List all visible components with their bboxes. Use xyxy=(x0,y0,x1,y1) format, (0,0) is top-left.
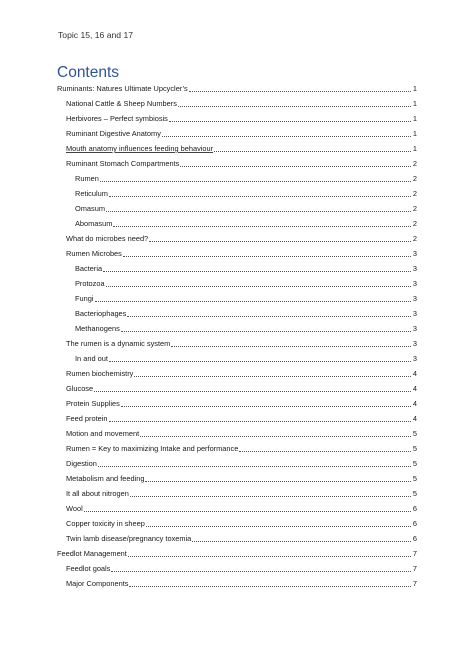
toc-entry-rumen[interactable] xyxy=(75,173,417,185)
toc-entry-microbes-need[interactable] xyxy=(66,233,417,245)
toc-page-number: 5 xyxy=(412,429,417,438)
toc-leader-dots xyxy=(121,398,411,407)
toc-entry-title: Glucose xyxy=(66,384,94,393)
toc-entry-reticulum[interactable] xyxy=(75,188,417,200)
toc-page-number: 4 xyxy=(412,414,417,423)
toc-page-number: 6 xyxy=(412,519,417,528)
toc-entry-rumen-key-intake[interactable] xyxy=(66,443,417,455)
toc-entry-title: Rumen xyxy=(75,174,99,183)
toc-page-number: 3 xyxy=(412,354,417,363)
page-header: Topic 15, 16 and 17 xyxy=(58,30,134,40)
toc-leader-dots xyxy=(109,413,412,422)
toc-leader-dots xyxy=(171,338,411,347)
toc-leader-dots xyxy=(111,563,411,572)
toc-leader-dots xyxy=(106,278,411,287)
toc-entry-ruminants-upcyclers[interactable] xyxy=(57,83,417,95)
toc-entry-title: Metabolism and feeding xyxy=(66,474,145,483)
toc-page-number: 2 xyxy=(412,174,417,183)
toc-entry-title: Digestion xyxy=(66,459,97,468)
toc-page-number: 1 xyxy=(412,114,417,123)
toc-entry-title: Copper toxicity in sheep xyxy=(66,519,145,528)
toc-entry-title: Feed protein xyxy=(66,414,108,423)
toc-entry-protein-supplies[interactable] xyxy=(66,398,417,410)
toc-page-number: 2 xyxy=(412,189,417,198)
toc-entry-title: Herbivores – Perfect symbiosis xyxy=(66,114,168,123)
toc-page-number: 7 xyxy=(412,549,417,558)
toc-entry-title: Protein Supplies xyxy=(66,399,120,408)
toc-entry-digestive-anatomy[interactable] xyxy=(66,128,417,140)
toc-entry-title: Motion and movement xyxy=(66,429,140,438)
toc-leader-dots xyxy=(94,383,411,392)
toc-entry-bacteria[interactable] xyxy=(75,263,417,275)
toc-entry-abomasum[interactable] xyxy=(75,218,417,230)
toc-page-number: 2 xyxy=(412,204,417,213)
toc-entry-title: Abomasum xyxy=(75,219,113,228)
toc-entry-feed-protein[interactable] xyxy=(66,413,417,425)
toc-leader-dots xyxy=(239,443,411,452)
toc-leader-dots xyxy=(140,428,411,437)
toc-entry-title: Feedlot Management xyxy=(57,549,127,558)
toc-entry-stomach-compartments[interactable] xyxy=(66,158,417,170)
toc-leader-dots xyxy=(106,203,411,212)
toc-entry-title: Omasum xyxy=(75,204,105,213)
toc-entry-omasum[interactable] xyxy=(75,203,417,215)
toc-entry-title: Ruminant Stomach Compartments xyxy=(66,159,180,168)
toc-leader-dots xyxy=(121,323,411,332)
toc-page-number: 1 xyxy=(412,99,417,108)
toc-entry-feedlot-management[interactable] xyxy=(57,548,417,560)
toc-leader-dots xyxy=(113,218,411,227)
toc-page-number: 3 xyxy=(412,249,417,258)
toc-leader-dots xyxy=(145,473,411,482)
toc-entry-title: Reticulum xyxy=(75,189,108,198)
toc-page-number: 2 xyxy=(412,234,417,243)
toc-entry-title: Ruminants: Natures Ultimate Upcycler’s xyxy=(57,84,188,93)
toc-entry-title: What do microbes need? xyxy=(66,234,149,243)
toc-page-number: 3 xyxy=(412,264,417,273)
toc-entry-methanogens[interactable] xyxy=(75,323,417,335)
toc-entry-title: Protozoa xyxy=(75,279,105,288)
toc-entry-title: The rumen is a dynamic system xyxy=(66,339,171,348)
toc-page-number: 3 xyxy=(412,324,417,333)
toc-page-number: 2 xyxy=(412,159,417,168)
contents-heading: Contents xyxy=(57,64,120,81)
toc-leader-dots xyxy=(100,173,411,182)
toc-entry-title: Twin lamb disease/pregnancy toxemia xyxy=(66,534,192,543)
toc-page-number: 1 xyxy=(412,144,417,153)
toc-entry-title: Rumen = Key to maximizing Intake and performance xyxy=(66,444,239,453)
toc-leader-dots xyxy=(98,458,411,467)
toc-entry-title: Bacteriophages xyxy=(75,309,127,318)
toc-entry-title: Major Components xyxy=(66,579,129,588)
toc-entry-herbivores-symbiosis[interactable] xyxy=(66,113,417,125)
toc-leader-dots xyxy=(130,488,411,497)
toc-entry-bacteriophages[interactable] xyxy=(75,308,417,320)
toc-entry-fungi[interactable] xyxy=(75,293,417,305)
toc-leader-dots xyxy=(189,83,411,92)
toc-leader-dots xyxy=(123,248,411,257)
toc-entry-title: In and out xyxy=(75,354,108,363)
toc-leader-dots xyxy=(127,308,411,317)
toc-entry-title: Rumen Microbes xyxy=(66,249,122,258)
toc-entry-title: Mouth anatomy influences feeding behaviour xyxy=(66,144,214,153)
toc-entry-glucose[interactable] xyxy=(66,383,417,395)
toc-leader-dots xyxy=(149,233,411,242)
toc-page-number: 5 xyxy=(412,489,417,498)
toc-entry-title: Methanogens xyxy=(75,324,120,333)
toc-leader-dots xyxy=(128,548,411,557)
toc-entry-copper-toxicity[interactable] xyxy=(66,518,417,530)
toc-page-number: 3 xyxy=(412,309,417,318)
toc-entry-mouth-anatomy[interactable] xyxy=(66,143,417,155)
toc-page-number: 5 xyxy=(412,459,417,468)
toc-leader-dots xyxy=(192,533,411,542)
toc-leader-dots xyxy=(180,158,411,167)
toc-entry-title: Bacteria xyxy=(75,264,103,273)
toc-entry-digestion[interactable] xyxy=(66,458,417,470)
toc-page-number: 4 xyxy=(412,399,417,408)
toc-entry-rumen-biochemistry[interactable] xyxy=(66,368,417,380)
toc-entry-nitrogen[interactable] xyxy=(66,488,417,500)
toc-leader-dots xyxy=(178,98,411,107)
toc-leader-dots xyxy=(109,188,411,197)
toc-leader-dots xyxy=(103,263,411,272)
toc-leader-dots xyxy=(162,128,411,137)
toc-entry-dynamic-system[interactable] xyxy=(66,338,417,350)
toc-leader-dots xyxy=(169,113,411,122)
toc-entry-motion-movement[interactable] xyxy=(66,428,417,440)
toc-page-number: 5 xyxy=(412,474,417,483)
toc-entry-title: Ruminant Digestive Anatomy xyxy=(66,129,161,138)
toc-page-number: 1 xyxy=(412,84,417,93)
toc-page-number: 7 xyxy=(412,564,417,573)
toc-leader-dots xyxy=(146,518,411,527)
toc-page-number: 7 xyxy=(412,579,417,588)
toc-page-number: 6 xyxy=(412,534,417,543)
toc-page-number: 2 xyxy=(412,219,417,228)
toc-entry-title: Fungi xyxy=(75,294,94,303)
toc-page-number: 5 xyxy=(412,444,417,453)
toc-page-number: 6 xyxy=(412,504,417,513)
toc-leader-dots xyxy=(95,293,412,302)
toc-leader-dots xyxy=(134,368,411,377)
toc-entry-title: It all about nitrogen xyxy=(66,489,129,498)
toc-page-number: 4 xyxy=(412,384,417,393)
toc-leader-dots xyxy=(129,578,411,587)
toc-page-number: 1 xyxy=(412,129,417,138)
toc-page-number: 4 xyxy=(412,369,417,378)
toc-entry-title: Feedlot goals xyxy=(66,564,111,573)
toc-entry-wool[interactable] xyxy=(66,503,417,515)
toc-entry-title: Rumen biochemistry xyxy=(66,369,134,378)
toc-entry-twin-lamb-disease[interactable] xyxy=(66,533,417,545)
toc-entry-major-components[interactable] xyxy=(66,578,417,590)
toc-leader-dots xyxy=(109,353,411,362)
toc-page-number: 3 xyxy=(412,279,417,288)
toc-page-number: 3 xyxy=(412,294,417,303)
toc-entry-title: National Cattle & Sheep Numbers xyxy=(66,99,177,108)
toc-entry-metabolism-feeding[interactable] xyxy=(66,473,417,485)
toc-leader-dots xyxy=(214,143,411,152)
toc-leader-dots xyxy=(84,503,411,512)
toc-entry-feedlot-goals[interactable] xyxy=(66,563,417,575)
toc-entry-rumen-microbes[interactable] xyxy=(66,248,417,260)
toc-entry-in-and-out[interactable] xyxy=(75,353,417,365)
toc-entry-protozoa[interactable] xyxy=(75,278,417,290)
toc-entry-cattle-sheep-numbers[interactable] xyxy=(66,98,417,110)
toc-entry-title: Wool xyxy=(66,504,83,513)
toc-page-number: 3 xyxy=(412,339,417,348)
